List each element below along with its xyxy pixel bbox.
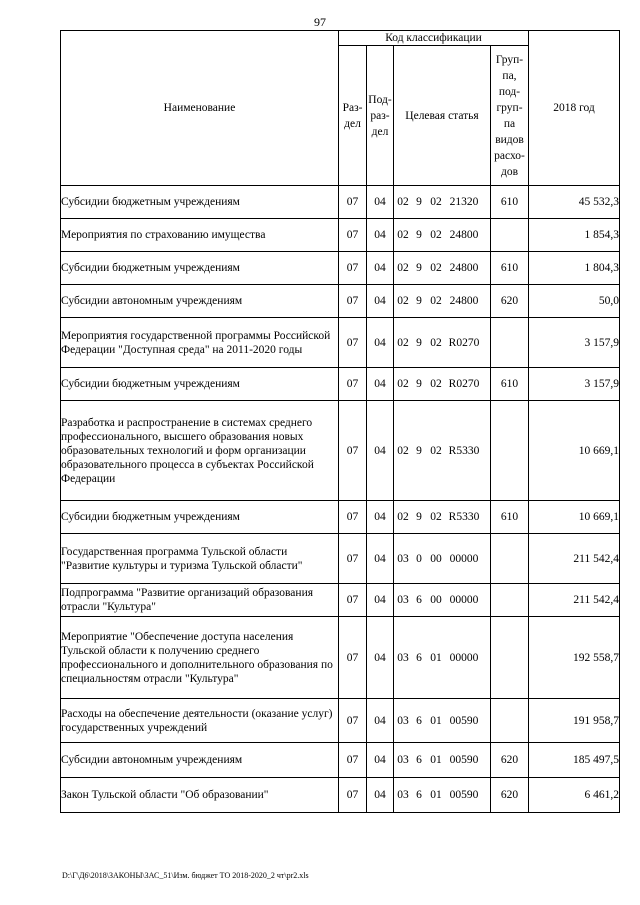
row-target-part: 02: [430, 444, 442, 457]
row-amount: 192 558,7: [529, 617, 620, 699]
row-subsection: 04: [367, 699, 394, 743]
row-target-part: 24800: [449, 295, 479, 307]
row-target-part: 9: [416, 511, 422, 523]
row-expense-group: 620: [491, 743, 529, 778]
table-row: [61, 584, 620, 617]
row-expense-group: 620: [491, 285, 529, 318]
header-group-line: па: [503, 117, 516, 130]
row-target-part: 00590: [449, 754, 479, 766]
row-target-part: 9: [416, 444, 422, 457]
row-amount: 50,0: [529, 285, 620, 318]
row-section: 07: [339, 285, 367, 318]
table-row: [61, 318, 620, 368]
table-row: [61, 368, 620, 401]
row-name: Закон Тульской области "Об образовании": [61, 778, 339, 813]
row-expense-group: 610: [491, 368, 529, 401]
row-name: Субсидии автономным учреждениям: [61, 285, 339, 318]
row-expense-group: [491, 318, 529, 368]
header-group-line: видов: [495, 133, 524, 146]
row-target-part: 24800: [449, 229, 479, 241]
header-group-line: па,: [502, 69, 517, 82]
header-group-line: груп-: [496, 101, 523, 114]
row-target-code: [394, 743, 491, 778]
row-target-part: 02: [430, 378, 442, 390]
row-section: 07: [339, 584, 367, 617]
row-name: Подпрограмма "Развитие организаций образования отрасли "Культура": [61, 584, 339, 617]
table-row: [61, 401, 620, 501]
row-target-code: [394, 285, 491, 318]
row-subsection: 04: [367, 534, 394, 584]
row-target-part: 02: [430, 511, 442, 523]
row-target-part: 9: [416, 336, 422, 349]
table-row: [61, 699, 620, 743]
row-target-code: [394, 699, 491, 743]
row-section: 07: [339, 501, 367, 534]
row-target-part: 02: [397, 378, 409, 390]
row-target-part: 0: [416, 552, 422, 565]
row-target-part: 02: [397, 336, 409, 349]
row-target-part: 02: [430, 262, 442, 274]
row-target-part: R0270: [448, 336, 480, 349]
row-target-code: [394, 318, 491, 368]
row-name: Субсидии бюджетным учреждениям: [61, 501, 339, 534]
row-amount: 3 157,9: [529, 368, 620, 401]
row-section: 07: [339, 252, 367, 285]
table-body: [61, 186, 620, 813]
row-amount: 45 532,3: [529, 186, 620, 219]
file-path-footer: D:\Г\Д6\2018\ЗАКОНЫ\ЗАС_51\Изм. бюджет ТО 2018-2020_2 чт\pr2.xls: [62, 871, 309, 880]
header-section: [339, 46, 367, 186]
header-group-line: под-: [498, 85, 521, 98]
row-target-part: 03: [397, 754, 409, 766]
row-target-part: 9: [416, 295, 422, 307]
row-target-part: 9: [416, 378, 422, 390]
row-target-code: [394, 401, 491, 501]
row-name: Государственная программа Тульской области "Развитие культуры и туризма Тульской области": [61, 534, 339, 584]
row-target-part: 00000: [449, 594, 479, 606]
row-subsection: 04: [367, 285, 394, 318]
row-amount: 10 669,1: [529, 501, 620, 534]
row-expense-group: [491, 584, 529, 617]
row-target-part: 01: [430, 754, 442, 766]
row-target-part: R5330: [448, 511, 480, 523]
header-subsection: [367, 46, 394, 186]
row-name: Мероприятия по страхованию имущества: [61, 219, 339, 252]
header-group-line: дов: [500, 165, 519, 178]
header-section-line: Раз-: [342, 101, 363, 114]
row-target-part: 02: [430, 196, 442, 208]
row-section: 07: [339, 318, 367, 368]
row-subsection: 04: [367, 252, 394, 285]
row-target-part: R5330: [448, 444, 480, 457]
table-row: [61, 186, 620, 219]
row-target-part: 6: [416, 754, 422, 766]
row-amount: 211 542,4: [529, 534, 620, 584]
row-section: 07: [339, 368, 367, 401]
table-row: [61, 534, 620, 584]
row-target-code: [394, 252, 491, 285]
row-target-part: 01: [430, 651, 442, 664]
row-subsection: 04: [367, 318, 394, 368]
row-amount: 1 854,3: [529, 219, 620, 252]
row-section: 07: [339, 534, 367, 584]
table-header: [61, 31, 620, 186]
row-target-part: 02: [397, 444, 409, 457]
row-target-part: 6: [416, 714, 422, 727]
row-expense-group: [491, 699, 529, 743]
row-target-part: R0270: [448, 378, 480, 390]
budget-table: [60, 30, 620, 813]
row-section: 07: [339, 743, 367, 778]
row-target-part: 03: [397, 651, 409, 664]
row-subsection: 04: [367, 219, 394, 252]
row-expense-group: [491, 534, 529, 584]
row-target-part: 02: [397, 295, 409, 307]
row-target-part: 00000: [449, 651, 479, 664]
row-amount: 185 497,5: [529, 743, 620, 778]
row-subsection: 04: [367, 584, 394, 617]
row-target-code: [394, 617, 491, 699]
row-amount: 191 958,7: [529, 699, 620, 743]
row-subsection: 04: [367, 401, 394, 501]
row-target-code: [394, 186, 491, 219]
row-target-part: 24800: [449, 262, 479, 274]
row-name: Мероприятие "Обеспечение доступа населения Тульской области к получению среднего профессионального и дополнительного образования по специальностям отрасли "Культура": [61, 617, 339, 699]
row-amount: 10 669,1: [529, 401, 620, 501]
row-section: 07: [339, 778, 367, 813]
header-subsection-line: Под-: [368, 93, 392, 106]
table-row: [61, 285, 620, 318]
table-row: [61, 778, 620, 813]
row-target-part: 9: [416, 262, 422, 274]
header-target: Целевая статья: [394, 46, 491, 186]
row-target-part: 02: [430, 229, 442, 241]
row-amount: 1 804,3: [529, 252, 620, 285]
table-row: [61, 501, 620, 534]
row-expense-group: [491, 219, 529, 252]
row-target-code: [394, 584, 491, 617]
table-row: [61, 219, 620, 252]
row-target-part: 02: [397, 229, 409, 241]
row-target-part: 02: [430, 295, 442, 307]
row-subsection: 04: [367, 501, 394, 534]
row-name: Субсидии бюджетным учреждениям: [61, 252, 339, 285]
row-target-part: 9: [416, 229, 422, 241]
row-expense-group: 610: [491, 501, 529, 534]
header-year: 2018 год: [529, 31, 620, 186]
header-expense-group: [491, 46, 529, 186]
row-name: Разработка и распространение в системах среднего профессионального, высшего образования новых образовательных технологий и форм организации образовательного процесса в субъектах Российской Федерации: [61, 401, 339, 501]
row-subsection: 04: [367, 778, 394, 813]
row-target-code: [394, 368, 491, 401]
row-target-part: 03: [397, 789, 409, 801]
row-target-part: 21320: [449, 196, 479, 208]
header-subsection-line: раз-: [370, 109, 390, 122]
page-number: 97: [314, 15, 326, 29]
row-name: Расходы на обеспечение деятельности (оказание услуг) государственных учреждений: [61, 699, 339, 743]
row-target-part: 02: [430, 336, 442, 349]
row-expense-group: 610: [491, 186, 529, 219]
row-target-part: 9: [416, 196, 422, 208]
row-target-part: 6: [416, 594, 422, 606]
row-target-part: 00590: [449, 789, 479, 801]
row-target-part: 03: [397, 552, 409, 565]
row-expense-group: 610: [491, 252, 529, 285]
row-target-part: 02: [397, 196, 409, 208]
row-target-code: [394, 534, 491, 584]
header-group-line: Груп-: [495, 53, 524, 66]
row-target-part: 03: [397, 594, 409, 606]
row-target-code: [394, 219, 491, 252]
header-classification-code: Код классификации: [339, 31, 529, 46]
row-section: 07: [339, 617, 367, 699]
row-amount: 211 542,4: [529, 584, 620, 617]
row-target-part: 00590: [449, 714, 479, 727]
row-amount: 6 461,2: [529, 778, 620, 813]
row-expense-group: [491, 617, 529, 699]
header-subsection-line: дел: [371, 125, 389, 138]
header-name: Наименование: [61, 31, 339, 186]
row-subsection: 04: [367, 368, 394, 401]
row-target-part: 01: [430, 789, 442, 801]
row-section: 07: [339, 401, 367, 501]
row-section: 07: [339, 699, 367, 743]
row-section: 07: [339, 186, 367, 219]
header-group-line: расхо-: [494, 149, 525, 162]
row-target-part: 03: [397, 714, 409, 727]
row-target-part: 01: [430, 714, 442, 727]
header-row-top: [61, 31, 620, 46]
row-name: Мероприятия государственной программы Российской Федерации "Доступная среда" на 2011-2020 годы: [61, 318, 339, 368]
row-target-part: 6: [416, 651, 422, 664]
row-target-part: 6: [416, 789, 422, 801]
row-subsection: 04: [367, 743, 394, 778]
row-target-part: 02: [397, 262, 409, 274]
row-target-part: 00: [430, 552, 442, 565]
row-name: Субсидии автономным учреждениям: [61, 743, 339, 778]
row-target-part: 00000: [449, 552, 479, 565]
row-target-code: [394, 501, 491, 534]
row-subsection: 04: [367, 617, 394, 699]
row-subsection: 04: [367, 186, 394, 219]
row-amount: 3 157,9: [529, 318, 620, 368]
row-section: 07: [339, 219, 367, 252]
table-row: [61, 252, 620, 285]
row-name: Субсидии бюджетным учреждениям: [61, 186, 339, 219]
row-target-part: 00: [430, 594, 442, 606]
row-target-part: 02: [397, 511, 409, 523]
row-name: Субсидии бюджетным учреждениям: [61, 368, 339, 401]
header-section-line: дел: [344, 117, 361, 130]
table-row: [61, 743, 620, 778]
row-expense-group: [491, 401, 529, 501]
table-row: [61, 617, 620, 699]
row-target-code: [394, 778, 491, 813]
row-expense-group: 620: [491, 778, 529, 813]
